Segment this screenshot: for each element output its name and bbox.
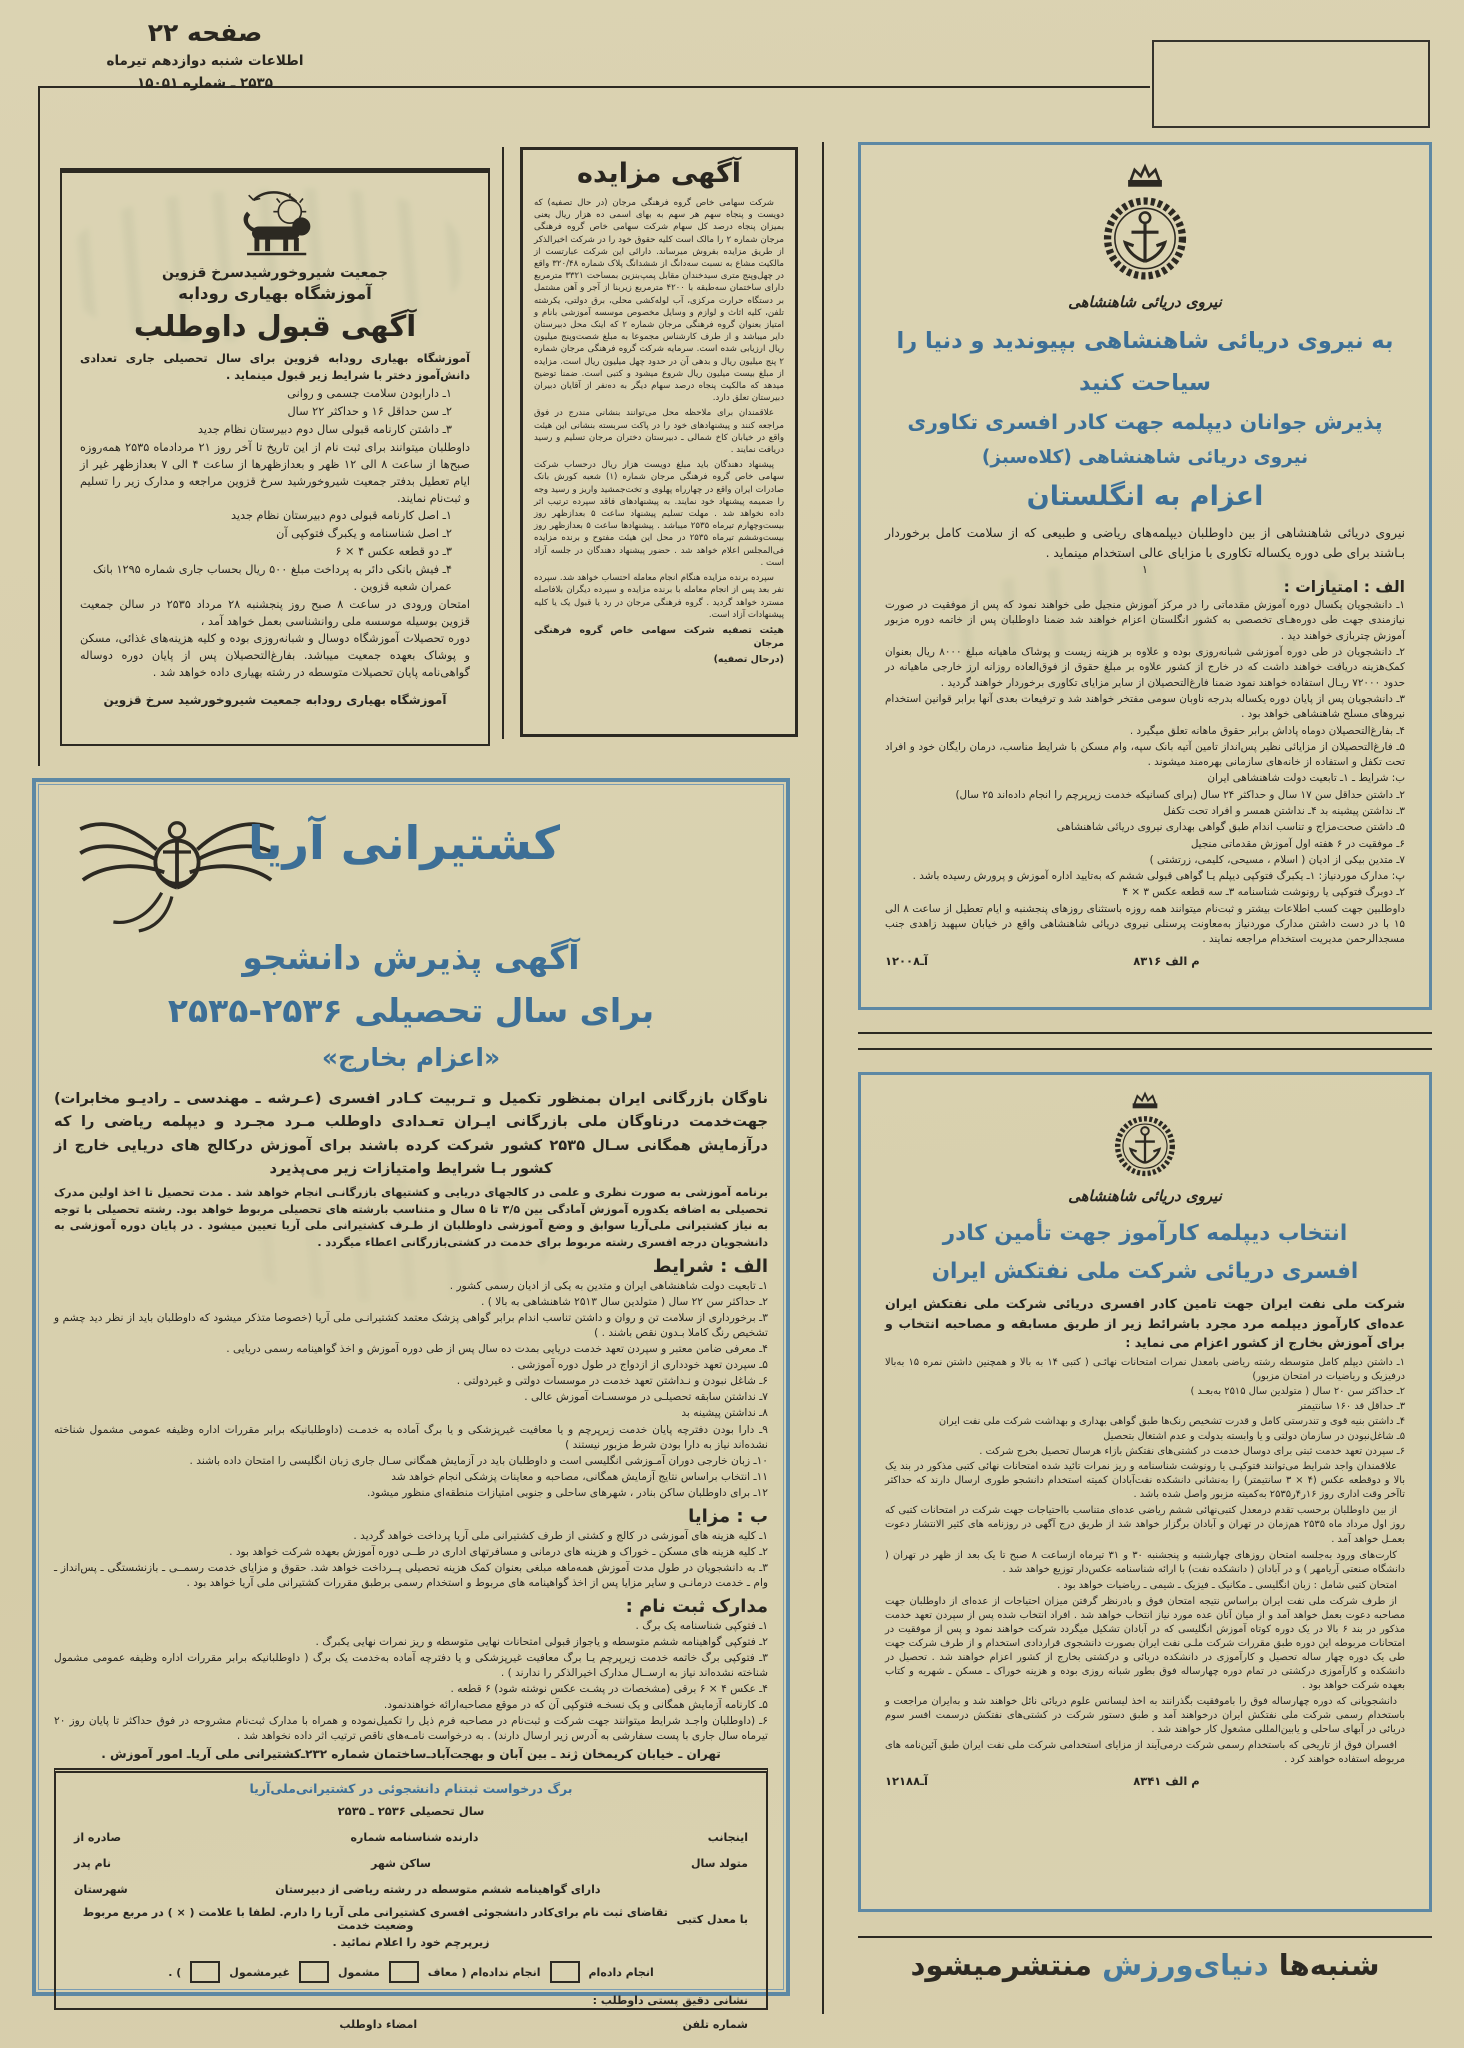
list-item: ب: شرایط ـ ۱ـ تابعیت دولت شاهنشاهی ایران xyxy=(1207,772,1405,785)
society-name: جمعیت شیروخورشیدسرخ قزوین xyxy=(161,265,389,281)
list-item: ۲ـ فتوکپی گواهینامه ششم متوسطه و یاجواز قبولی امتحانات نهایی متوسطه و ریز نمرات نهایی یکبرگ . xyxy=(315,1635,768,1648)
auction-ad xyxy=(520,147,798,737)
list-item: ۳ـ حداقل قد ۱۶۰ سانتیمتر xyxy=(1298,1400,1405,1412)
arya-brand-title: کشتیرانی آریا xyxy=(247,816,561,870)
auction-signature-2: (درحال تصفیه) xyxy=(713,653,784,665)
tanker-intro: شرکت ملی نفت ایران جهت تامین کادر افسری دریائی شرکت ملی نفتکش ایران عده‌ای کارآموز دیپلمه مرد مجرد باشرائط زیر از طریق مسابقه و مصاحبه انتخاب و برای آموزش بخارج از کشور اعزام می نماید : xyxy=(885,1296,1405,1351)
arya-title-1: آگهی پذیرش دانشجو xyxy=(242,938,580,977)
ad-ref-number: م الف ۸۳۱۶ xyxy=(1133,953,1200,968)
field-label-county: شهرستان xyxy=(74,1883,128,1897)
navy-calligraphy-caption: نیروی دریائی شاهنشاهی xyxy=(1068,293,1222,311)
navy-intro: نیروی دریائی شاهنشاهی از بین داوطلبان دیپلمه‌های ریاضی و طبیعی که از سلامت کامل برخوردار بـاشند برای طی دوره یکساله تکاوری با مزایای عالی استخدام مینماید . xyxy=(885,526,1405,561)
auction-body xyxy=(534,197,784,621)
paper-date: اطلاعات شنبه دوازدهم تیرماه xyxy=(106,53,304,69)
list-item: امتحان کتبی شامل : زبان انگلیسی ـ مکانیک ـ فیزیک ـ شیمی ـ ریاضیات خواهد بود . xyxy=(1057,1579,1397,1591)
field-label-father-name: نام پدر xyxy=(74,1857,111,1871)
form-request-text: تقاضای ثبت نام برای‌کادر دانشجوئی افسری کشتیرانی ملی آریا را دارم. لطفا با علامت ( × ) در مربع مربوط وضعیت خدمت xyxy=(82,1906,668,1933)
list-item: ۹ـ دارا بودن دفترچه پایان خدمت زیرپرچم و یا معافیت غیرپزشکی و یا برگ آماده به خدمـت (داوطلبانیکه برابر مقررات اداره وظیفه عمومی مشمول شناخته نشده‌اند نیاز به دارا بودن شرط مزبور نیستند ) xyxy=(54,1423,768,1451)
list-item: علاقمندان برای ملاحظه محل می‌توانند بنشانی مندرج در فوق مراجعه کنند و پیشنهادهای خود را در پاکت سربسته بنشانی این هیئت واقع در خیابان کاخ شمالی ـ دبیرستان دختران مرجان تسلیم و رسید دریافت نمایند . xyxy=(534,408,784,456)
slogan-part-3: منتشرمیشود xyxy=(910,1948,1093,1982)
section-documents: مدارک ثبت نام : xyxy=(625,1595,768,1617)
list-item: از بین داوطلبان برحسب تقدم درمعدل کتبی‌نهائی ششم ریاضی عده‌ای متناسب بااحتیاجات جهت شرکت در امتحانات کتبی که روز اول مرداد ماه ۲۵۳۵ هم‌زمان در تهران و آبادان برگزار خواهد شد از طریق درج آگهی در روزنامه های کثیر الانتشار دعوت بعمـل خواهد آمد . xyxy=(885,1505,1405,1545)
list-item: ۶ـ موفقیت در ۶ هفته اول آموزش مقدماتی منجیل xyxy=(1190,837,1405,850)
list-item: ۸ـ نداشتن پیشینه بد xyxy=(681,1407,768,1420)
list-item: ۱ـ اصل کارنامه قبولی دوم دبیرستان نظام جدید xyxy=(230,509,452,523)
list-item: ۵ـ کارنامه آزمایش همگانی و یک نسخـه فتوکپی آن که در موقع مصاحبه‌ارائه خواهندنمود. xyxy=(383,1698,768,1711)
tanker-paragraphs xyxy=(885,1460,1405,1767)
field-label-birth-year: متولد سال xyxy=(690,1857,748,1871)
list-item: ۱ـ تابعیت دولت شاهنشاهی ایران و متدین به یکی از ادیان رسمی کشور . xyxy=(449,1280,768,1293)
field-label-postal-address: نشانی دقیق پستی داوطلب : xyxy=(592,1994,748,2008)
arya-title-2: برای سال تحصیلی ۲۵۳۶-۲۵۳۵ xyxy=(167,990,655,1030)
tanker-officer-ad xyxy=(858,1072,1432,1912)
ad-title: آگهی قبول داوطلب xyxy=(133,309,417,343)
list-item: ۱ـ دارابودن سلامت جسمی و روانی xyxy=(287,386,452,400)
list-item: ۲ـ حداکثر سن ۲۰ سال ( متولدین سال ۲۵۱۵ به‌بعـد ) xyxy=(1190,1385,1405,1397)
navy-headline-3: نیروی دریائی شاهنشاهی (کلاه‌سبز) xyxy=(981,447,1309,469)
checkbox-label-done: انجام داده‌ام xyxy=(588,1965,654,1979)
checkbox-subject xyxy=(299,1961,329,1983)
list-item: ۵ـ سپردن تعهد خودداری از ازدواج در طول دوره آموزشی . xyxy=(510,1359,768,1372)
section-benefits: ب : مزایا xyxy=(688,1505,768,1527)
school-name: آموزشگاه بهیاری رودابه xyxy=(178,284,372,303)
list-item: شرکت سهامی خاص گروه فرهنگی مرجان (در حال تصفیه) که دویست و پنجاه سهم هر سهم به بهای اسمی ده هزار ریال یعنی بمیزان پنجاه درصد کل سهام شرکت سهامی خاص گروه فرهنگی مرجان شماره ۲ را مالک است کلیه حقوق خود را در شرکت اخیرالذکر از طریق مزایده بفروش میرساند. دارائی این شرکت عبارتست از مالکیت مشاع به نسبت سه‌دانگ از ششدانگ پلاک شماره ۳۲۰/۴۸ واقع در چهل‌وپنج متری سیدخندان مقابل پمپ‌بنزین بمساحت ۳۳۲۱ مترمربع دارای ساختمان سه‌طبقه با ۴۲۰۰ مترمربع زیربنا از آجر و آهن مشتمل بر دستگاه حرارت مرکزی، آب لوله‌کشی محلی، برق دولتی، یکرشته تلفن، کلیه اثاث و لوازم و وسایل مخصوص موسسه آموزشی بانام و امتیاز بعنوان گروه فرهنگی مرجان شماره ۲ که اینک محل دبیرستان دایر میباشد و از طرف کارشناس مجموعا به مبلغ شصت‌وپنج میلیون ریال ارزیابی شده است. سرمایه شرکت گروه فرهنگی مرجان شماره ۲ پنج میلیون ریال و بدهی آن در حدود چهل میلیون ریال است. مزایده از مبلغ بیست میلیون ریال شروع میشود و کتبی است. ضمنا توضیح میدهد که مالکیت پنجاه درصد سهام دیگر به ده‌نفر از آقایان دبیران دبیرستان تعلق دارد. xyxy=(534,198,785,404)
checkbox-label-not-done: انجام نداده‌ام ( معاف xyxy=(427,1965,541,1979)
list-item: ۱ـ دانشجویان یکسال دوره آموزش مقدماتی را در مرکز آموزش منجیل طی خواهند نمود که پس از موفقیت در صورت نیازمندی جهت طی دوره‌هـای تخصصی به کشور انگلستان اعزام خواهند شد ضمنا داوطلبان پس از خاتمه دوره مزبور آموزش چتربازی خواهند دید . xyxy=(885,599,1405,642)
issue-number: ۲۵۳۵ ـ شماره ۱۵۰۵۱ xyxy=(136,75,274,91)
list-item: ۴ـ معرفی ضامن معتبر و سپردن تعهد خدمت دریایی بمدت ده سال پس از طی دوره آموزش و اخذ گواهینامه رسمی دریایی . xyxy=(226,1343,768,1356)
ad-intro: آموزشگاه بهیاری رودابه قزوین برای سال تحصیلی جاری تعدادی دانش‌آموز دختر با شرایط زیر قبول مینماید . xyxy=(80,352,470,382)
list-item: ۲ـ حداکثر سن ۲۲ سال ( متولدین سال ۲۵۱۳ شاهنشاهی به بالا ) . xyxy=(480,1296,768,1309)
separator-rule-b xyxy=(858,1048,1432,1050)
checkbox-label-not-subject: غیرمشمول xyxy=(229,1965,290,1979)
ad-signature: آموزشگاه بهیاری رودابه جمعیت شیروخورشید سرخ قزوین xyxy=(103,692,447,707)
list-item: ۷ـ نداشتن سابقه تحصیلـی در موسسـات آموزش عالی . xyxy=(524,1391,768,1404)
tanker-conditions xyxy=(885,1356,1405,1459)
separator-rule-a xyxy=(858,1032,1432,1034)
checkbox-label-subject: مشمول xyxy=(337,1965,380,1979)
list-item: ۱ـ کلیه هزینه های آموزشی در کالج و کشتی از طرف کشتیرانی ملی آریا پرداخت خواهد گردید . xyxy=(353,1529,768,1542)
field-label-id-number: دارنده شناسنامه شماره xyxy=(350,1831,479,1845)
list-item: از طرف شرکت ملی نفت ایران براساس نتیجه امتحان فوق و بادرنظر گرفتن میزان احتیاجات از عده‌ای از داوطلبان جهت مصاحبه دعوت بعمل خواهد آمد و از میان آنان عده مورد نیاز انتخاب خواهد شد . افراد انتخاب شده پس از سپردن تعهد خدمت مذکور در بند ۶ بالا در یک دوره کوتاه آموزش انگلیسی که در آبادان تشکیل میگردد شرکت خواهند نمود و پس از موفقیت در امتحانات مربوطه این دوره طبق مقررات شرکت ملـی نفت ایران بصورت دانشجوی قراردادی استخدام و از طرف شرکت جهت طی یک دوره چهار ساله تحصیل و کارآموزی در دانشکده دریائی و درکشتی بخارج از کشور اعزام خواهند شد . تحصیل در دانشکده و کارآموزی درکشتی در تمام دوره چهارساله فوق بطور شبانه روزی بوده و هزینه خوراک ـ مسکن ـ شهریه و کتاب بعهده شرکت خواهد بود . xyxy=(885,1595,1405,1692)
checkbox-label-close: ) . xyxy=(168,1965,182,1979)
field-label-phone: شماره تلفن xyxy=(682,2018,748,2032)
list-item: ۴ـ داشتن بنیه قوی و تندرستی کامل و قدرت تشخیص رنک‌ها طبق گواهی بهداری و بهداشت شرکت ملی نفت ایران xyxy=(938,1416,1405,1428)
publication-slogan xyxy=(858,1948,1432,1982)
list-item: ۳ـ داشتن کارنامه قبولی سال دوم دبیرستان نظام جدید xyxy=(197,422,452,436)
navy-recruiting-ad xyxy=(858,142,1432,1010)
list-item: ۱۱ـ انتخاب براساس نتایج آزمایش همگانی، مصاحبه و معاینات پزشکی انجام خواهد شد xyxy=(391,1470,768,1483)
arya-title-3: «اعزام بخارج» xyxy=(321,1043,501,1073)
field-label-signature: امضاء داوطلب xyxy=(339,2018,418,2032)
footnote-marker: ۱ xyxy=(1142,563,1148,577)
arya-address: تهران ـ خیابان کریمخان ژند ـ بین آبان و بهجت‌آبادـ‌ساختمان شماره ۲۳۲ـ‌کشتیرانی ملی آریاـ امور آموزش . xyxy=(101,1747,721,1762)
arya-shipping-ad xyxy=(32,778,790,2032)
tanker-title-1: انتخاب دیپلمه کارآموز جهت تأمین کادر xyxy=(942,1221,1348,1246)
list-item: ۲ـ کلیه هزینه های مسکن ـ خوراک و هزینه های درمانی و مسافرتهای اداری در طــی دوره آموزش بعهده شرکت خواهد بود . xyxy=(229,1545,768,1558)
form-title: برگ درخواست ثبتنام دانشجوئی در کشتیرانی‌ملی‌آریا xyxy=(249,1781,573,1797)
form-request-text-2: زیرپرچم خود را اعلام نمائید . xyxy=(332,1936,490,1950)
navy-headline-4: اعزام به انگلستان xyxy=(1026,481,1264,513)
privileges-heading: الف : امتیازات : xyxy=(1283,578,1405,597)
checkbox-not-subject xyxy=(190,1961,220,1983)
list-item: ۳ـ برخورداری از سلامت تن و روان و داشتن تناسب اندام برابر گواهی پزشک معتمد کشتیرانـی ملی آریا (خصوصا متذکر میشود که داوطلبان باید از نظر دید چشم و تشخیص رنگ کاملا بـدون نقص باشند . ) xyxy=(54,1312,768,1340)
arya-benefits xyxy=(54,1529,768,1591)
navy-closing: داوطلبین جهت کسب اطلاعات بیشتر و ثبت‌نام میتوانند همه روزه باستثنای روزهای پنجشنبه و ایام تعطیل از ساعت ۸ الی ۱۵ با در دست داشتن مدارک موردنیاز به‌معاونت پرسنلی نیروی دریائی شاهنشاهی واقع در خیابان سپهبد زاهدی جنب مسجدالرحمن مدیریت استخدام مراجعه نمایند . xyxy=(885,902,1405,946)
list-item: ۲ـ دوبرگ فتوکپی یا رونوشت شناسنامه ۳ـ سه قطعه عکس ۳ × ۴ xyxy=(1122,886,1405,899)
list-item: ۲ـ دانشجویان در طی دوره آموزشی شبانه‌روزی بوده و علاوه بر هزینه زیست و پوشاک ماهیانه مبلغ ۸۰۰۰ ریال بعنوان کمک‌هزینه دریافت خواهند داشت که در خارج از کشور علاوه بر مبلغ حقوق از فوق‌العاده روزانه ارز خارجی ماهیانه در حدود ۷۲۰۰۰ ریـال استفاده خواهند نمود ضمنا فارغ‌التحصیلان از سایر مزایای تکاوری برخوردار خواهند گردید . xyxy=(885,646,1405,689)
slogan-part-2: دنیای‌ورزش xyxy=(1102,1948,1269,1982)
checkbox-exempt xyxy=(389,1961,419,1983)
ad-ref-code: آـ۱۲۱۸۸ xyxy=(885,1773,928,1788)
navy-headline-2: پذیرش جوانان دیپلمه جهت کادر افسری تکاوری xyxy=(907,410,1383,435)
auction-title: آگهی مزایده xyxy=(577,158,741,189)
ad-ref-number: م الف ۸۳۴۱ xyxy=(1133,1773,1200,1788)
conditions-list xyxy=(80,386,470,439)
page-number: صفحه ۲۲ xyxy=(147,18,263,47)
list-item: علاقمندان واجد شرایط می‌توانند فتوکپـی یا رونوشت شناسنامه و ریز نمرات تائید شده امتحانات نهائی کتبی مذکور در بند یک بالا و دوقطعه عکس (۴ × ۳ سانتیمتر) را به‌نشانی دانشکده نفت‌آبادان کمیته استخدام دانشجو طوری ارسال دارند که حداکثر تاآخر وقت اداری روز ۱۶ر۴ر۲۵۳۵ به‌کمیته مزبور واصل شده باشد . xyxy=(885,1461,1405,1501)
registration-form xyxy=(54,1768,768,2032)
list-item: ۶ـ شاغل نبودن و نـداشتن تعهد خدمت در موسسات دولتی و غیردولتی . xyxy=(456,1375,768,1388)
field-label-applicant: اینجانب xyxy=(707,1831,748,1845)
list-item: ۵ـ داشتن صحت‌مزاج و تناسب اندام طبق گواهی بهداری نیروی دریائی شاهنشاهی xyxy=(1056,821,1405,834)
section-conditions: الف : شرایط xyxy=(652,1256,768,1278)
empty-corner-box xyxy=(1152,40,1430,128)
field-label-average: با معدل کتبی xyxy=(676,1912,748,1926)
list-item: کارت‌های ورود به‌جلسه امتحان روزهای چهارشنبه و پنجشنبه ۳۰ و ۳۱ تیرماه ازساعت ۸ صبح تا یک بعد از ظهر در تهران ( دانشگاه صنعتی آریامهر ) و در آبادان ( دانشکده نفت) با ارائه شناسنامه عکس‌دار توزیع خواهد شد . xyxy=(885,1549,1405,1575)
list-item: ۳ـ دو قطعه عکس ۴ × ۶ xyxy=(335,545,452,559)
list-item: ۲ـ اصل شناسنامه و یکبرگ فتوکپی آن xyxy=(276,527,452,541)
checkbox-done xyxy=(550,1961,580,1983)
list-item: ۳ـ به دانشجویان در طول مدت آموزش همه‌ماهه مبلغی بعنوان کمک هزینه تحصیلی پــرداخت خواهد شد. حقوق و مزایای خدمت رسمــی ـ بازنشستگی ـ پس‌انداز ـ وام ـ خدمت درمانـی و سایر مزایا پس از اخذ گواهینامه های مربوط و استخدام رسمی برطبق مقررات کشتیرانی ملی آریا خواهد بود . xyxy=(54,1561,768,1589)
arya-documents xyxy=(54,1619,768,1744)
slogan-part-1: شنبه‌ها xyxy=(1278,1948,1380,1982)
arya-program: برنامه آموزشی به صورت نظری و علمی در کالجهای دریایی و کشتیهای بازرگانـی انجام خواهد شد . مدت تحصیل تا اخذ اولین مدرک تحصیلی به اضافه یکدوره آموزش آمادگی بین ۳/۵ تا ۵ سال و متناسب بارشته های تحصیلی مربوط خواهد بود. رشته تحصیلی با توجه به نیاز کشتیرانی ملی‌آریا سوابق و وضع آموزشی داوطلبان از طـرف کشتیرانی ملی آریا تعیین میشود . در پایان دوره آموزشی به دانشجویان درجه افسری رشته مربوط برای خدمت در کشتی‌بازرگانی اعطاء میگردد . xyxy=(54,1186,768,1249)
form-year: سال تحصیلی ۲۵۳۶ ـ ۲۵۳۵ xyxy=(337,1804,485,1819)
auction-signature: هیئت تصفیه شرکت سهامی خاص گروه فرهنگی مرجان xyxy=(534,624,784,650)
list-item: ۲ـ سن حداقل ۱۶ و حداکثر ۲۲ سال xyxy=(287,404,452,418)
tanker-title-2: افسری دریائی شرکت ملی نفتکش ایران xyxy=(931,1258,1359,1284)
requirements-list xyxy=(885,771,1405,900)
arya-conditions xyxy=(54,1279,768,1500)
list-item: ۳ـ نداشتن پیشینه بد ۴ـ نداشتن همسر و افراد تحت تکفل xyxy=(1163,805,1405,817)
list-item: ۱۲ـ برای داوطلبان ساکن بنادر ، شهرهای ساحلی و جنوبی امتیازات منطقه‌ای منظور میشود. xyxy=(366,1486,768,1499)
list-item: ۶ـ سپردن تعهد خدمت ثبتی برای دوسال خدمت در کشتی‌های نفتکش بازاء هرسال تحصیل بخرج شرکت . xyxy=(979,1446,1405,1458)
arya-header xyxy=(54,790,768,936)
list-item: ۳ـ فتوکپی برگ خاتمه خدمت زیرپرچم یـا برگ معافیت غیرپزشکی و یا دفترچه آماده به‌خدمت یک برگ ( داوطلبانیکه برابر مقررات اداره وظیفه عمومی مشمول شناخته نشده‌اند نیاز به ارســال مدارک اخیرالذکر را ندارند ) . xyxy=(54,1651,768,1679)
column-rule-2 xyxy=(822,142,824,2014)
registration-paragraph: داوطلبان میتوانند برای ثبت نام از این تاریخ تا آخر روز ۲۱ مردادماه ۲۵۳۵ همه‌روزه صبح‌ها از ساعت ۸ الی ۱۲ ظهر و بعدازظهرها از ساعت ۴ الی ۷ بعدازظهر غیر از ایام تعطیل بدفتر جمعیت شیروخورشید سرخ قزوین مراجعه و مدارک زیر را تسلیم و ثبت‌نام نمایند. xyxy=(80,440,471,505)
column-rule-1 xyxy=(502,147,504,739)
field-label-city: ساکن شهر xyxy=(370,1857,431,1871)
field-label-diploma: دارای گواهینامه ششم متوسطه در رشته ریاضی از دبیرستان xyxy=(275,1883,601,1897)
list-item: پ: مدارک موردنیاز: ۱ـ یکبرگ فتوکپی دیپلم یـا گواهی قبولی ششم که به‌تایید اداره آموزش و پرورش رسیده باشد . xyxy=(912,870,1405,883)
list-item: سپرده برنده مزایده هنگام انجام معامله احتساب خواهد شد. سپرده نفر بعد پس از انجام معامله با برنده مزایده و سپرده دیگران بلافاصله مسترد خواهد گردید . گروه فرهنگی مرجان در رد یا قبول یک یا کلیه پیشنهادات آزاد است. xyxy=(534,573,784,620)
navy-anchor-crest-icon xyxy=(1107,1091,1183,1183)
navy-anchor-crest-icon xyxy=(1093,163,1197,289)
course-paragraph: دوره تحصیلات آموزشگاه دوسال و شبانه‌روزی بوده و کلیه هزینه‌های غذائی، مسکن و پوشاک بعهده جمعیت میباشد. بفارغ‌التحصیلان پس از پایان دوره دوساله گواهی‌نامه پایان تحصیلات متوسطه در رشته بهیاری داده خواهد شد . xyxy=(80,632,470,679)
page-header xyxy=(55,18,355,91)
list-item: ۵ـ فارغ‌التحصیلان از مزایائی نظیر پس‌انداز تامین آتیه بانک سپه، وام مسکن با شرایط مناسب، درمان رایگان خود و افراد تحت تکفل و استفاده از خانه‌های سازمانی بهره‌مند میشوند . xyxy=(885,740,1405,769)
list-item: ۲ـ داشتن حداقل سن ۱۷ سال و حداکثر ۲۴ سال (برای کسانیکه خدمت زیرپرچم را انجام داده‌اند ۲۵ سال) xyxy=(955,788,1405,801)
list-item: ۴ـ بفارغ‌التحصیلان دوماه پاداش برابر حقوق ماهانه تعلق میگیرد . xyxy=(1129,724,1405,737)
list-item: افسران فوق از تاریخی که باستخدام رسمی شرکت درمی‌آیند از مزایای استخدامی شرکت ملی نفت ایران طبق آئین‌نامه های مربوطه استفاده خواهند کرد . xyxy=(885,1740,1405,1766)
list-item: ۴ـ فیش بانکی دائر به پرداخت مبلغ ۵۰۰ ریال بحساب جاری شماره ۱۲۹۵ بانک عمران شعبه قزوین . xyxy=(93,563,452,594)
list-item: پیشنهاد دهندگان باید مبلغ دویست هزار ریال درحساب شرکت سهامی خاص گروه فرهنگی مرجان شماره (۱) شعبه کورش بانک صادرات ایران واقع در چهارراه پهلوی و تخت‌جمشید واریز و رسید وجه را ضمیمه پیشنهاد خود نمایند. به پیشنهادهای فاقد سپرده ترتیب اثر داده نخواهد شد . مهلت تسلیم پیشنهاد ساعت ۵ بعدازظهر روز بیست‌وچهارم تیرماه ۲۵۳۵ میباشد . پیشنهادها ساعت ۵ بعدازظهر روز بیست‌وششم تیرماه ۲۵۳۵ در محل این هیئت مفتوح و برنده مزایده فی‌المجلس اعلام خواهد شد . حضور پیشنهاد دهندگان در جلسه آزاد است . xyxy=(534,460,785,568)
list-item: ۷ـ متدین بیکی از ادیان ( اسلام ، مسیحی، کلیمی، زرتشتی ) xyxy=(1149,853,1405,866)
documents-list xyxy=(80,508,470,596)
lion-and-sun-icon xyxy=(215,187,335,261)
arya-intro: ناوگان بازرگانی ایران بمنظور تکمیل و تـربیت کـادر افسری (عـرشه ـ مهندسی ـ رادیـو مخابرات) جهت‌خدمت درناوگان ملی بازرگانی ایـران تعـدادی داوطلب مـرد مجـرد و دیپلمه ریاضی را که درآزمایش همگانی سـال ۲۵۳۵ کشور شرکت کرده باشند برای آموزش درکالج های دریایی خارج از کشور بـا شرایط وامتیازات زیر می‌پذیرد xyxy=(54,1089,768,1177)
field-label-issued-from: صادره از xyxy=(74,1831,122,1845)
navy-headline-1: به نیروی دریائی شاهنشاهی بپیوندید و دنیا را سیاحت کنید xyxy=(896,328,1394,396)
left-edge-rule xyxy=(38,86,40,766)
exam-paragraph: امتحان ورودی در ساعت ۸ صبح روز پنجشنبه ۲۸ مرداد ۲۵۳۵ در سالن جمعیت قزوین بوسیله موسسه ملی روانشناسی بعمل خواهد آمد ، xyxy=(80,598,470,629)
list-item: ۱ـ فتوکپی شناسنامه یک برگ . xyxy=(635,1619,768,1632)
nursing-school-ad xyxy=(60,168,490,746)
list-item: ۳ـ دانشجویان پس از پایان دوره یکساله بدرجه ناوبان سومی مفتخر خواهند شد و ترفیعات بعدی آنها برابر قوانین استخدام نیروهای مسلح شاهنشاهی خواهد بود . xyxy=(885,692,1405,721)
list-item: ۴ـ عکس ۴ × ۶ برقی (مشخصات در پشـت عکس نوشته شود) ۶ قطعه . xyxy=(450,1682,768,1695)
list-item: دانشجویانی که دوره چهارساله فوق را باموفقیت بگذرانند به اخذ لیسانس علوم دریائی نائل خواهند شد و به‌ایران مراجعت و باستخدام رسمی شرکت ملی نفتکش ایران درخواهند آمد و طبق دستور شرکت در کشتی‌های نفتکش درسمت افسر سوم دریائی در آبهای ساحلی و یابین‌المللی مشغول کار خواهند شد . xyxy=(885,1696,1405,1736)
list-item: ۱ـ داشتن دیپلم کامل متوسطه رشته ریاضی بامعدل نمرات امتحانات نهائـی ( کتبی ۱۴ به بالا و همچنین داشتن نمره ۱۵ به‌بالا درفیزیک و ریاضیات در امتحان مزبور) xyxy=(885,1356,1406,1382)
navy-calligraphy-caption: نیروی دریائی شاهنشاهی xyxy=(1068,1187,1222,1205)
list-item: ۵ـ شاغل‌نبودن در سازمان دولتی و یا وابسته بدولت و عدم اشتغال بتحصیل xyxy=(1103,1431,1405,1443)
slogan-rule xyxy=(858,1936,1432,1938)
list-item: ۱۰ـ زبان خارجی دوران آمـوزشی انگلیسی است و داوطلبان باید در آزمایش همگانی سـال جاری زبان انگلیسی را امتحان داده باشند . xyxy=(189,1454,768,1467)
privileges-list xyxy=(885,598,1405,770)
list-item: ۶ـ (داوطلبان واجـد شرایط میتوانند جهت شرکت و ثبت‌نام در مصاحبه فرم ذیل را تکمیل‌نموده و همراه با مدارک ثبت‌نام مشروحه در فوق حداکثر تا پایان روز ۲۰ تیرماه سال جاری با پست سفارشی به آدرس زیر ارسال دارند) . به درخواست نامـه‌های ناقص ترتیب اثر داده نخواهد شد . xyxy=(54,1714,768,1742)
ad-ref-code: آـ۱۲۰۰۸ xyxy=(885,953,928,968)
